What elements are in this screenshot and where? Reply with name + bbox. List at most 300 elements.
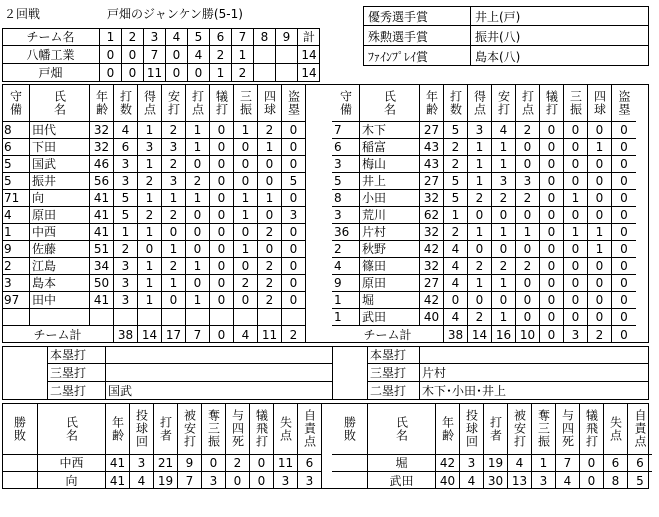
- team-total-value-right: 10: [516, 326, 540, 343]
- pitching-cell-right: 40: [436, 472, 460, 489]
- inning-score: 0: [122, 64, 144, 82]
- award-value: 島本(八): [475, 49, 521, 64]
- batting-cell-left: 1: [138, 224, 162, 241]
- batting-cell-left: 1: [138, 258, 162, 275]
- batting-cell-left: 1: [162, 241, 186, 258]
- batting-cell-right: 2: [444, 139, 468, 156]
- batting-cell-right: 1: [468, 156, 492, 173]
- batting-cell-left: 0: [282, 139, 306, 156]
- pitching-cell-right: 6: [628, 455, 652, 472]
- team-total-value-left: 0: [210, 326, 234, 343]
- batting-cell-left: 0: [210, 156, 234, 173]
- batting-cell-right: 堀: [360, 292, 420, 309]
- linescore-team-header: チーム名: [2, 28, 100, 46]
- batting-cell-right: 0: [516, 241, 540, 258]
- inning-header: 8: [254, 28, 276, 46]
- pitching-header-right: 失点: [604, 403, 628, 455]
- batting-cell-left: 2: [162, 122, 186, 139]
- batting-header-left: 盗塁: [282, 84, 306, 122]
- batting-cell-right: 0: [492, 207, 516, 224]
- inning-header: 3: [144, 28, 166, 46]
- batting-cell-right: 2: [516, 122, 540, 139]
- pitching-header-left: 失点: [274, 403, 298, 455]
- batting-cell-right: 0: [612, 275, 636, 292]
- batting-cell-left: 3: [114, 275, 138, 292]
- batting-cell-right: 1: [588, 139, 612, 156]
- batting-cell-left: 0: [210, 224, 234, 241]
- inning-header: 1: [100, 28, 122, 46]
- batting-cell-right: 0: [516, 156, 540, 173]
- pitching-header-right: 打者: [484, 403, 508, 455]
- extra-hit-label-right: 二塁打: [368, 382, 420, 400]
- team-total-label-right: チーム計: [332, 326, 444, 343]
- pitching-cell-left: 41: [106, 472, 130, 489]
- extra-hit-label-right: 本塁打: [368, 346, 420, 364]
- batting-cell-left: 3: [282, 207, 306, 224]
- batting-cell-left: 0: [186, 275, 210, 292]
- batting-cell-left: 田中: [30, 292, 90, 309]
- pitching-cell-left: 9: [178, 455, 202, 472]
- inning-score: 1: [232, 46, 254, 64]
- batting-cell-left: 2: [234, 275, 258, 292]
- batting-cell-right: 0: [588, 173, 612, 190]
- batting-cell-right: 梅山: [360, 156, 420, 173]
- pitching-cell-left: 0: [250, 472, 274, 489]
- batting-cell-right: 0: [612, 224, 636, 241]
- batting-cell-right: 4: [444, 275, 468, 292]
- team-total-value-left: 17: [162, 326, 186, 343]
- batting-cell-left: 0: [282, 258, 306, 275]
- batting-cell-right: 0: [564, 275, 588, 292]
- batting-cell-left: 32: [90, 139, 114, 156]
- pitching-cell-right: 0: [580, 472, 604, 489]
- team-total-value-right: 0: [620, 327, 628, 342]
- batting-cell-right: 0: [492, 292, 516, 309]
- inning-score: 2: [232, 64, 254, 82]
- batting-cell-right: 0: [564, 241, 588, 258]
- batting-cell-left: 3: [114, 258, 138, 275]
- inning-score: [276, 46, 298, 64]
- batting-header-right: 打点: [516, 84, 540, 122]
- batting-cell-left: 1: [258, 139, 282, 156]
- batting-cell-left: 1: [2, 224, 30, 241]
- pitching-header-left: 打者: [154, 403, 178, 455]
- pitching-cell-right: 4: [556, 472, 580, 489]
- batting-cell-right: 0: [588, 156, 612, 173]
- batting-cell-right: 1: [332, 309, 360, 326]
- batting-header-right: 打数: [444, 84, 468, 122]
- batting-cell-left: [234, 309, 258, 326]
- batting-cell-right: 0: [468, 292, 492, 309]
- batting-cell-left: 0: [210, 139, 234, 156]
- batting-cell-right: 0: [612, 173, 636, 190]
- award-value: 井上(戸): [475, 9, 521, 24]
- batting-cell-right: 0: [612, 207, 636, 224]
- batting-cell-left: 向: [30, 190, 90, 207]
- batting-cell-left: 41: [90, 207, 114, 224]
- team-total-value-right: 14: [468, 326, 492, 343]
- batting-cell-left: 0: [210, 122, 234, 139]
- pitching-cell-left: 中西: [38, 455, 106, 472]
- pitching-header-left: 勝敗: [2, 403, 38, 455]
- batting-cell-left: 46: [90, 156, 114, 173]
- batting-header-left: 打点: [186, 84, 210, 122]
- batting-cell-left: 0: [210, 275, 234, 292]
- extra-hit-value-right: [420, 346, 649, 364]
- extra-hit-label-left: 二塁打: [48, 382, 106, 400]
- batting-cell-left: 50: [90, 275, 114, 292]
- inning-header: 4: [166, 28, 188, 46]
- inning-score: 0: [122, 46, 144, 64]
- pitching-header-right: 投球回: [460, 403, 484, 455]
- batting-cell-right: 荒川: [360, 207, 420, 224]
- batting-cell-left: 5: [2, 156, 30, 173]
- batting-cell-left: 5: [2, 173, 30, 190]
- batting-cell-left: 9: [2, 241, 30, 258]
- batting-cell-right: 8: [332, 190, 360, 207]
- batting-cell-right: 0: [588, 292, 612, 309]
- batting-cell-left: 1: [162, 275, 186, 292]
- pitching-cell-left: 7: [178, 472, 202, 489]
- batting-header-right: 犠打: [540, 84, 564, 122]
- inning-header: 6: [210, 28, 232, 46]
- batting-cell-right: 0: [612, 190, 636, 207]
- batting-cell-left: 4: [2, 207, 30, 224]
- pitching-cell-left: 11: [274, 455, 298, 472]
- batting-cell-right: 2: [516, 258, 540, 275]
- inning-score: [276, 64, 298, 82]
- batting-cell-right: 1: [332, 292, 360, 309]
- batting-cell-left: 0: [210, 292, 234, 309]
- batting-cell-left: 1: [186, 190, 210, 207]
- pitching-cell-left: 3: [274, 472, 298, 489]
- pitching-cell-left: [2, 455, 38, 472]
- batting-cell-right: 1: [492, 224, 516, 241]
- batting-cell-left: 江島: [30, 258, 90, 275]
- batting-cell-left: 1: [234, 241, 258, 258]
- team-total-value-right: 2: [588, 326, 612, 343]
- batting-cell-right: 2: [468, 190, 492, 207]
- batting-cell-left: [138, 309, 162, 326]
- batting-cell-right: 5: [444, 122, 468, 139]
- batting-cell-left: 2: [258, 224, 282, 241]
- batting-cell-left: 0: [258, 241, 282, 258]
- batting-cell-right: 0: [444, 292, 468, 309]
- batting-cell-left: 3: [162, 173, 186, 190]
- batting-cell-left: 0: [282, 224, 306, 241]
- batting-cell-left: 3: [2, 275, 30, 292]
- pitching-cell-left: 19: [154, 472, 178, 489]
- batting-header-right: 氏名: [360, 84, 420, 122]
- batting-cell-left: 2: [2, 258, 30, 275]
- batting-cell-left: 5: [282, 173, 306, 190]
- inning-score: [254, 64, 276, 82]
- team-total-value-left: 2: [282, 326, 306, 343]
- pitching-header-right: 奪三振: [532, 403, 556, 455]
- matchup-title: 戸畑のジャンケン勝(5-1): [107, 7, 243, 21]
- batting-cell-left: 0: [234, 139, 258, 156]
- pitching-header-right: 勝敗: [332, 403, 368, 455]
- batting-cell-right: 篠田: [360, 258, 420, 275]
- batting-cell-left: 0: [282, 292, 306, 309]
- batting-cell-left: 1: [138, 275, 162, 292]
- batting-cell-right: 3: [468, 122, 492, 139]
- batting-cell-left: [90, 309, 114, 326]
- pitching-cell-right: 4: [508, 455, 532, 472]
- batting-cell-right: 5: [444, 190, 468, 207]
- batting-cell-left: 2: [162, 207, 186, 224]
- batting-cell-right: 0: [564, 309, 588, 326]
- pitching-cell-left: 3: [298, 472, 322, 489]
- batting-cell-right: 42: [420, 292, 444, 309]
- batting-cell-right: 2: [444, 156, 468, 173]
- batting-cell-right: 小田: [360, 190, 420, 207]
- batting-cell-left: 8: [2, 122, 30, 139]
- inning-score: 4: [188, 46, 210, 64]
- batting-cell-left: 2: [114, 241, 138, 258]
- batting-cell-left: 中西: [30, 224, 90, 241]
- pitching-cell-right: 42: [436, 455, 460, 472]
- batting-cell-right: 32: [420, 224, 444, 241]
- pitching-cell-left: 0: [226, 472, 250, 489]
- pitching-cell-right: 8: [604, 472, 628, 489]
- batting-cell-left: 3: [162, 139, 186, 156]
- batting-cell-right: 0: [588, 190, 612, 207]
- batting-cell-left: 97: [2, 292, 30, 309]
- extra-hit-label-left: 三塁打: [48, 364, 106, 382]
- batting-cell-left: 0: [282, 241, 306, 258]
- batting-cell-right: 2: [444, 224, 468, 241]
- extra-hits-pad-right: [332, 346, 368, 400]
- batting-cell-left: 振井: [30, 173, 90, 190]
- team-total-value-right: 3: [564, 326, 588, 343]
- pitching-header-left: 犠飛打: [250, 403, 274, 455]
- batting-cell-right: 1: [468, 173, 492, 190]
- extra-hit-value-left: 国武: [108, 384, 133, 398]
- batting-cell-right: 4: [444, 258, 468, 275]
- batting-cell-right: 0: [612, 241, 636, 258]
- pitching-cell-right: [332, 455, 368, 472]
- pitching-cell-left: 2: [226, 455, 250, 472]
- pitching-cell-right: 0: [580, 455, 604, 472]
- batting-cell-left: 3: [138, 139, 162, 156]
- award-label: ﾌｧｲﾝﾌﾟﾚｲ賞: [368, 49, 429, 64]
- batting-cell-right: 井上: [360, 173, 420, 190]
- team-total-label-left: チーム計: [2, 326, 114, 343]
- batting-cell-right: 32: [420, 190, 444, 207]
- batting-cell-right: 6: [332, 139, 360, 156]
- batting-cell-right: 1: [588, 241, 612, 258]
- team-total-value-right: 16: [492, 326, 516, 343]
- batting-cell-left: 4: [114, 122, 138, 139]
- batting-cell-right: 武田: [360, 309, 420, 326]
- inning-score: 0: [166, 46, 188, 64]
- batting-cell-right: 0: [612, 292, 636, 309]
- inning-header: 5: [188, 28, 210, 46]
- inning-score: 0: [100, 46, 122, 64]
- batting-cell-right: 0: [540, 309, 564, 326]
- pitching-cell-right: [332, 472, 368, 489]
- pitching-header-right: 与四死: [556, 403, 580, 455]
- batting-cell-left: 41: [90, 224, 114, 241]
- batting-cell-right: 0: [468, 207, 492, 224]
- team-total-value-left: 38: [114, 326, 138, 343]
- batting-cell-left: 1: [186, 122, 210, 139]
- inning-header: 9: [276, 28, 298, 46]
- batting-cell-left: 1: [162, 190, 186, 207]
- batting-cell-right: 1: [492, 139, 516, 156]
- pitching-cell-right: 3: [460, 455, 484, 472]
- batting-cell-left: 1: [114, 224, 138, 241]
- batting-cell-right: 4: [444, 309, 468, 326]
- total-header: 計: [298, 28, 320, 46]
- batting-cell-left: 0: [186, 156, 210, 173]
- inning-score: 0: [100, 64, 122, 82]
- extra-hit-value-right: 片村: [420, 364, 649, 382]
- batting-cell-left: 1: [258, 190, 282, 207]
- batting-cell-left: 2: [138, 173, 162, 190]
- batting-cell-left: 41: [90, 190, 114, 207]
- batting-cell-right: 0: [612, 122, 636, 139]
- batting-cell-left: 0: [210, 173, 234, 190]
- batting-cell-right: 43: [420, 156, 444, 173]
- pitching-cell-right: 3: [532, 472, 556, 489]
- batting-cell-left: [114, 309, 138, 326]
- batting-cell-left: 56: [90, 173, 114, 190]
- batting-cell-right: 0: [516, 292, 540, 309]
- batting-cell-left: 0: [210, 258, 234, 275]
- batting-cell-left: [282, 309, 306, 326]
- team-name: 戸畑: [2, 64, 100, 82]
- pitching-cell-left: 41: [106, 455, 130, 472]
- batting-cell-left: 1: [234, 190, 258, 207]
- batting-cell-left: 0: [234, 224, 258, 241]
- batting-cell-left: 1: [138, 122, 162, 139]
- batting-header-right: 盗塁: [612, 84, 636, 122]
- batting-cell-left: [30, 309, 90, 326]
- team-total-value-left: 4: [234, 326, 258, 343]
- batting-header-right: 得点: [468, 84, 492, 122]
- pitching-header-left: 被安打: [178, 403, 202, 455]
- pitching-cell-left: 向: [38, 472, 106, 489]
- pitching-cell-left: 4: [130, 472, 154, 489]
- batting-cell-right: 0: [540, 139, 564, 156]
- pitching-cell-right: 19: [484, 455, 508, 472]
- pitching-cell-left: [2, 472, 38, 489]
- batting-cell-left: 34: [90, 258, 114, 275]
- pitching-header-left: 氏名: [38, 403, 106, 455]
- batting-cell-left: 1: [138, 156, 162, 173]
- batting-cell-right: 0: [612, 139, 636, 156]
- batting-cell-right: 稲富: [360, 139, 420, 156]
- batting-cell-right: 0: [540, 241, 564, 258]
- batting-cell-right: 0: [588, 207, 612, 224]
- batting-cell-right: 0: [540, 122, 564, 139]
- batting-header-left: 年齢: [90, 84, 114, 122]
- batting-cell-left: 41: [90, 292, 114, 309]
- pitching-header-right: 自責点: [628, 403, 652, 455]
- batting-cell-right: 0: [588, 275, 612, 292]
- batting-header-left: 氏名: [30, 84, 90, 122]
- pitching-cell-right: 13: [508, 472, 532, 489]
- batting-header-right: 年齢: [420, 84, 444, 122]
- team-total: 14: [298, 46, 320, 64]
- extra-hits-pad-left: [2, 346, 48, 400]
- batting-cell-right: 0: [612, 309, 636, 326]
- batting-cell-right: 0: [588, 258, 612, 275]
- batting-cell-left: 0: [234, 292, 258, 309]
- batting-cell-left: 佐藤: [30, 241, 90, 258]
- batting-header-left: 守備: [2, 84, 30, 122]
- batting-cell-right: 42: [420, 241, 444, 258]
- award-label: 優秀選手賞: [368, 9, 429, 24]
- pitching-cell-right: 5: [636, 473, 644, 488]
- batting-header-left: 四球: [258, 84, 282, 122]
- batting-cell-left: 1: [234, 207, 258, 224]
- batting-cell-left: [258, 309, 282, 326]
- batting-cell-right: 1: [492, 156, 516, 173]
- extra-hit-label-left: 本塁打: [48, 346, 106, 364]
- batting-cell-right: 2: [492, 190, 516, 207]
- batting-cell-left: 1: [138, 292, 162, 309]
- batting-cell-left: 2: [162, 258, 186, 275]
- batting-cell-left: 5: [114, 207, 138, 224]
- batting-cell-left: 5: [114, 190, 138, 207]
- batting-cell-left: 0: [186, 207, 210, 224]
- pitching-cell-left: 0: [202, 455, 226, 472]
- batting-cell-right: 62: [420, 207, 444, 224]
- pitching-cell-left: 3: [202, 472, 226, 489]
- batting-cell-left: 0: [186, 241, 210, 258]
- batting-header-left: 犠打: [210, 84, 234, 122]
- team-total-value-left: 11: [258, 326, 282, 343]
- pitching-cell-right: 4: [460, 472, 484, 489]
- batting-cell-right: 1: [444, 207, 468, 224]
- batting-cell-right: 0: [540, 258, 564, 275]
- batting-header-left: 打数: [114, 84, 138, 122]
- batting-cell-left: 3: [114, 292, 138, 309]
- inning-header: 7: [232, 28, 254, 46]
- team-total-value-right: 0: [540, 326, 564, 343]
- batting-cell-right: 0: [540, 173, 564, 190]
- batting-cell-right: 40: [420, 309, 444, 326]
- batting-cell-left: 2: [258, 292, 282, 309]
- batting-cell-right: 1: [492, 275, 516, 292]
- batting-cell-left: 1: [186, 292, 210, 309]
- pitching-cell-right: 堀: [368, 455, 436, 472]
- extra-hit-value-right: 木下･小田･井上: [422, 384, 507, 398]
- batting-cell-right: 2: [516, 190, 540, 207]
- award-label: 殊勲選手賞: [368, 29, 429, 44]
- batting-cell-right: 0: [564, 156, 588, 173]
- pitching-cell-left: 0: [250, 455, 274, 472]
- batting-cell-left: 3: [114, 156, 138, 173]
- batting-cell-left: 田代: [30, 122, 90, 139]
- batting-cell-left: 0: [138, 241, 162, 258]
- batting-cell-right: 木下: [360, 122, 420, 139]
- batting-cell-right: 0: [468, 241, 492, 258]
- pitching-cell-left: 3: [130, 455, 154, 472]
- batting-cell-right: 0: [540, 292, 564, 309]
- batting-cell-left: 0: [210, 241, 234, 258]
- batting-cell-right: 1: [468, 275, 492, 292]
- batting-cell-left: 0: [162, 292, 186, 309]
- pitching-cell-right: 6: [604, 455, 628, 472]
- batting-cell-right: 0: [612, 258, 636, 275]
- batting-cell-left: 2: [138, 207, 162, 224]
- team-total-value-left: 7: [186, 326, 210, 343]
- batting-cell-right: 4: [444, 241, 468, 258]
